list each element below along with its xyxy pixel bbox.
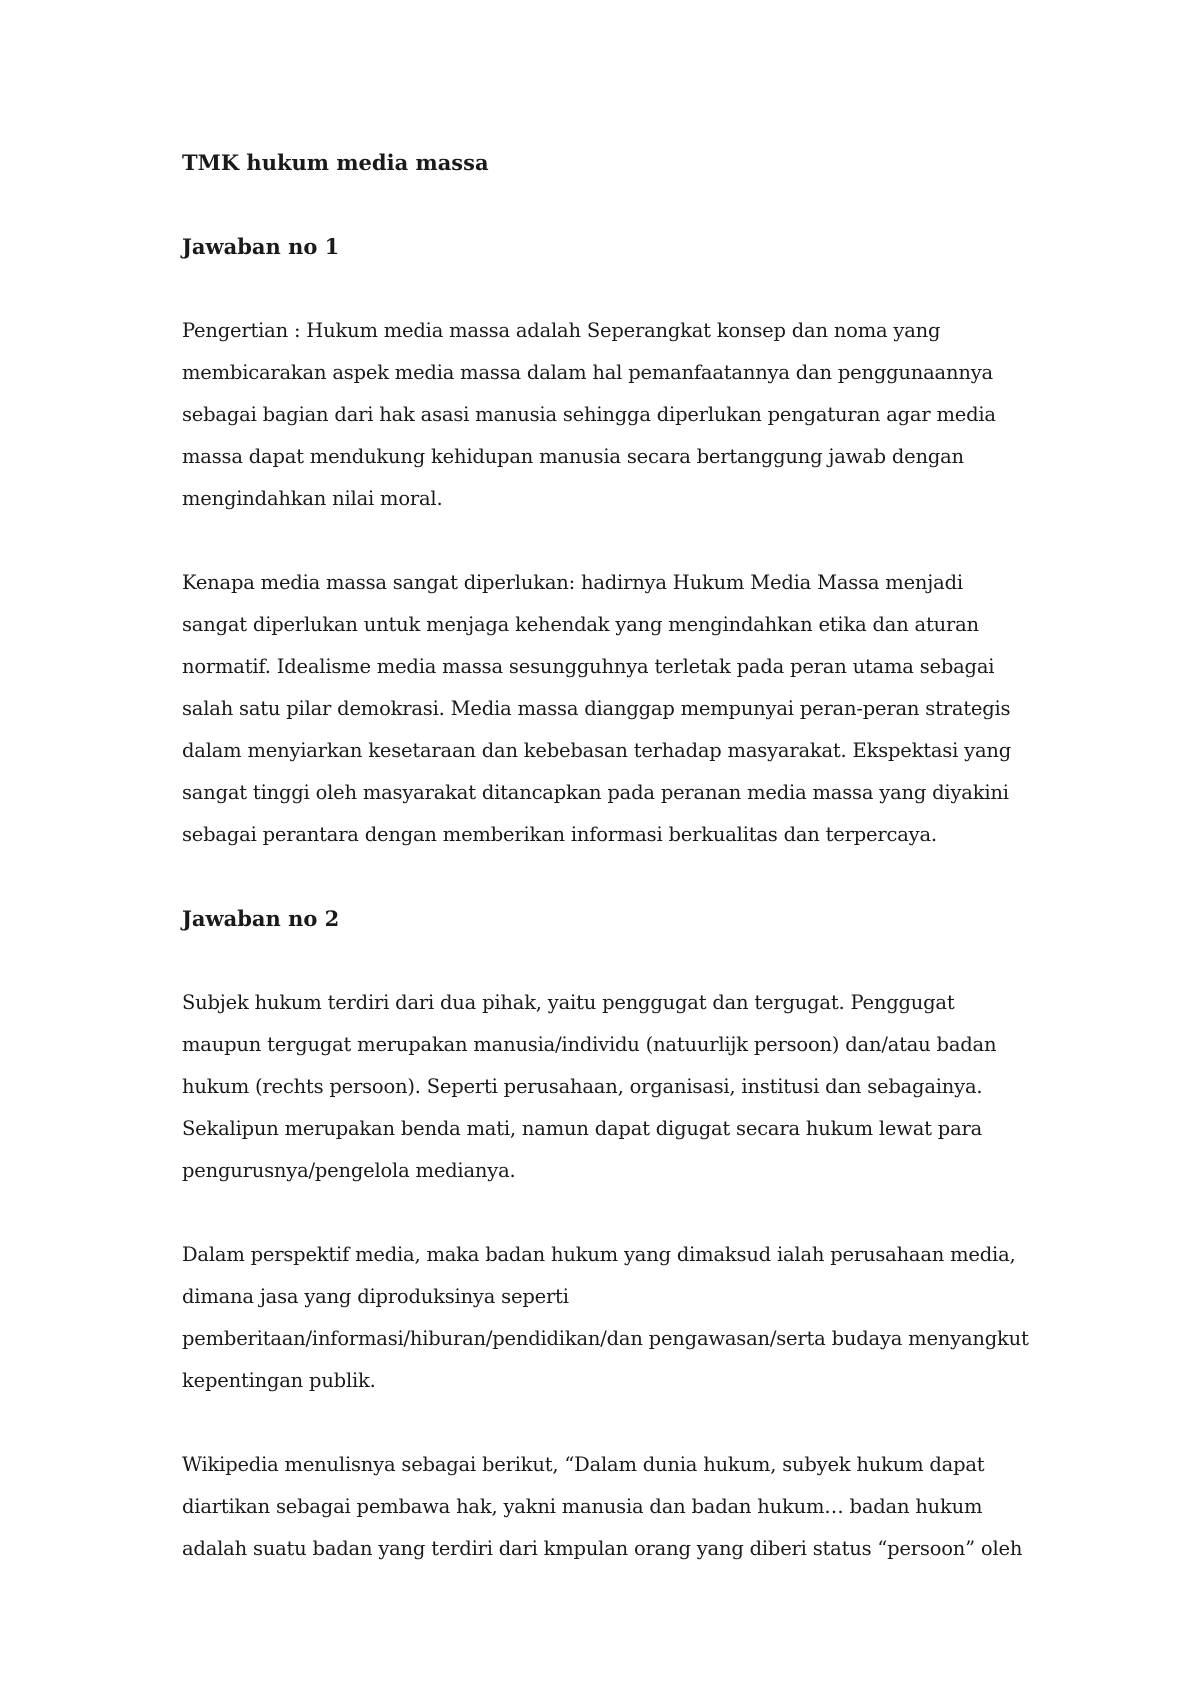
paragraph-line: Subjek hukum terdiri dari dua pihak, yaitu penggugat dan tergugat. Penggugat — [182, 991, 955, 1014]
paragraph-line: pengurusnya/pengelola medianya. — [182, 1159, 516, 1182]
paragraph-line: sangat tinggi oleh masyarakat ditancapkan pada peranan media massa yang diyakini — [182, 781, 1009, 804]
paragraph-line: hukum (rechts persoon). Seperti perusahaan, organisasi, institusi dan sebagainya. — [182, 1075, 983, 1098]
paragraph-line: pemberitaan/informasi/hiburan/pendidikan/dan pengawasan/serta budaya menyangkut — [182, 1327, 1029, 1350]
paragraph — [182, 1234, 1062, 1402]
paragraph — [182, 562, 1062, 856]
paragraph-line: massa dapat mendukung kehidupan manusia secara bertanggung jawab dengan — [182, 445, 964, 468]
paragraph — [182, 1444, 1062, 1570]
paragraph-line: Sekalipun merupakan benda mati, namun dapat digugat secara hukum lewat para — [182, 1117, 983, 1140]
paragraph-line: sangat diperlukan untuk menjaga kehendak yang mengindahkan etika dan aturan — [182, 613, 979, 636]
paragraph — [182, 310, 1062, 520]
document-page — [182, 142, 1062, 1612]
paragraph-line: kepentingan publik. — [182, 1369, 376, 1392]
paragraph-line: sebagai perantara dengan memberikan informasi berkualitas dan terpercaya. — [182, 823, 937, 846]
paragraph-line: Pengertian : Hukum media massa adalah Seperangkat konsep dan noma yang — [182, 319, 941, 342]
paragraph-line: salah satu pilar demokrasi. Media massa dianggap mempunyai peran-peran strategis — [182, 697, 1011, 720]
section-heading: Jawaban no 2 — [182, 906, 340, 931]
paragraph-line: adalah suatu badan yang terdiri dari kmpulan orang yang diberi status “persoon” oleh — [182, 1537, 1023, 1560]
paragraph-line: sebagai bagian dari hak asasi manusia sehingga diperlukan pengaturan agar media — [182, 403, 996, 426]
paragraph-line: diartikan sebagai pembawa hak, yakni manusia dan badan hukum… badan hukum — [182, 1495, 983, 1518]
paragraph-line: dalam menyiarkan kesetaraan dan kebebasan terhadap masyarakat. Ekspektasi yang — [182, 739, 1012, 762]
paragraph-line: Wikipedia menulisnya sebagai berikut, “Dalam dunia hukum, subyek hukum dapat — [182, 1453, 985, 1476]
paragraph — [182, 982, 1062, 1192]
paragraph-line: normatif. Idealisme media massa sesungguhnya terletak pada peran utama sebagai — [182, 655, 995, 678]
paragraph-line: Kenapa media massa sangat diperlukan: hadirnya Hukum Media Massa menjadi — [182, 571, 963, 594]
section-heading: Jawaban no 1 — [182, 234, 340, 259]
paragraph-line: maupun tergugat merupakan manusia/individu (natuurlijk persoon) dan/atau badan — [182, 1033, 997, 1056]
paragraph-line: membicarakan aspek media massa dalam hal pemanfaatannya dan penggunaannya — [182, 361, 993, 384]
paragraph-line: Dalam perspektif media, maka badan hukum yang dimaksud ialah perusahaan media, — [182, 1243, 1016, 1266]
paragraph-line: mengindahkan nilai moral. — [182, 487, 443, 510]
paragraph-line: dimana jasa yang diproduksinya seperti — [182, 1285, 569, 1308]
document-title: TMK hukum media massa — [182, 150, 489, 175]
